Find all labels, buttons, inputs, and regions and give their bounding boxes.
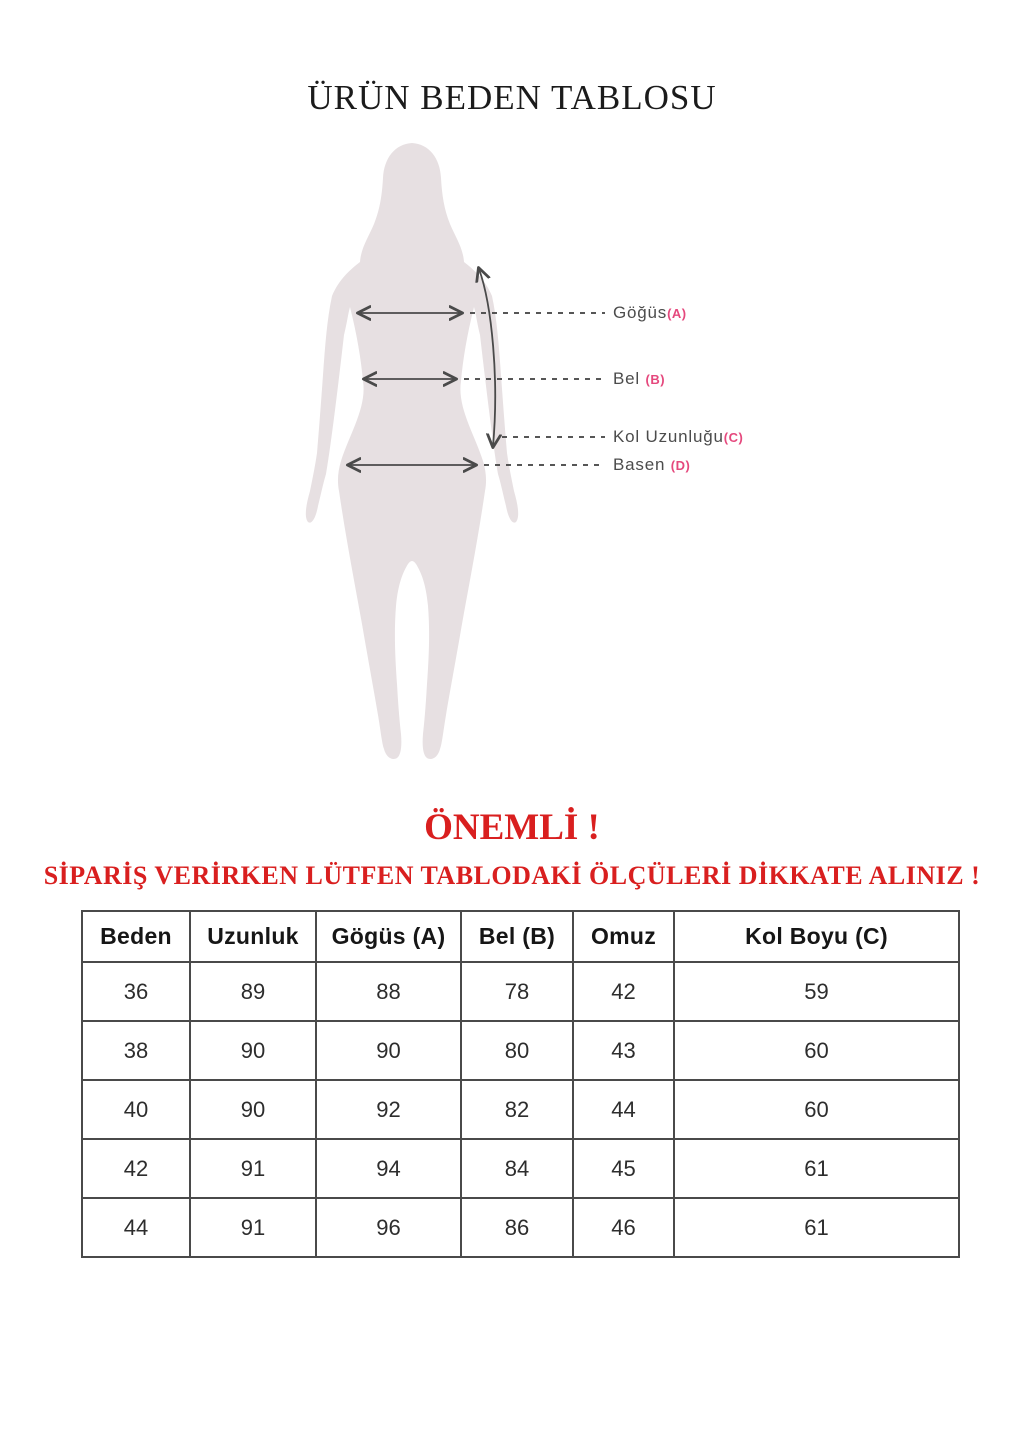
header-uzunluk: Uzunluk: [190, 911, 316, 962]
measure-label-chest-text: Göğüs: [613, 303, 668, 322]
cell: 42: [573, 962, 674, 1021]
table-row-size-44: [82, 1198, 959, 1257]
cell: 80: [461, 1021, 573, 1080]
cell: 46: [573, 1198, 674, 1257]
header-gogus: Gögüs (A): [316, 911, 461, 962]
measure-label-hips-marker: (D): [670, 458, 691, 473]
measure-label-chest: [613, 302, 687, 325]
cell: 96: [316, 1198, 461, 1257]
cell: 84: [461, 1139, 573, 1198]
measure-label-waist-marker: (B): [645, 372, 666, 387]
cell: 82: [461, 1080, 573, 1139]
cell: 94: [316, 1139, 461, 1198]
header-omuz: Omuz: [573, 911, 674, 962]
measure-label-chest-marker: (A): [667, 306, 687, 321]
header-beden: Beden: [82, 911, 190, 962]
cell: 43: [573, 1021, 674, 1080]
cell: 44: [82, 1198, 190, 1257]
cell: 91: [190, 1198, 316, 1257]
cell: 38: [82, 1021, 190, 1080]
measure-label-waist-text: Bel: [613, 369, 646, 388]
cell: 86: [461, 1198, 573, 1257]
cell: 78: [461, 962, 573, 1021]
cell: 61: [674, 1139, 959, 1198]
header-bel: Bel (B): [461, 911, 573, 962]
header-kol-boyu: Kol Boyu (C): [674, 911, 959, 962]
cell: 40: [82, 1080, 190, 1139]
important-heading: ÖNEMLİ !: [424, 807, 600, 848]
measure-label-hips-text: Basen: [613, 455, 671, 474]
body-silhouette-figure: [280, 135, 610, 775]
measure-label-waist: [613, 368, 665, 391]
cell: 44: [573, 1080, 674, 1139]
table-row-size-42: [82, 1139, 959, 1198]
measure-label-arm-length-marker: (C): [723, 430, 744, 445]
measure-label-hips: [613, 454, 690, 477]
cell: 61: [674, 1198, 959, 1257]
cell: 90: [316, 1021, 461, 1080]
cell: 59: [674, 962, 959, 1021]
cell: 42: [82, 1139, 190, 1198]
table-row-size-36: [82, 962, 959, 1021]
female-body-silhouette: [306, 143, 518, 759]
measure-label-arm-length-text: Kol Uzunluğu: [613, 427, 724, 446]
cell: 45: [573, 1139, 674, 1198]
page-title: ÜRÜN BEDEN TABLOSU: [307, 78, 717, 117]
cell: 91: [190, 1139, 316, 1198]
cell: 89: [190, 962, 316, 1021]
size-table: [81, 910, 960, 1258]
cell: 36: [82, 962, 190, 1021]
cell: 60: [674, 1080, 959, 1139]
warning-text: SİPARİŞ VERİRKEN LÜTFEN TABLODAKİ ÖLÇÜLERİ DİKKATE ALINIZ !: [43, 861, 981, 890]
cell: 92: [316, 1080, 461, 1139]
measure-label-arm-length: [613, 426, 743, 449]
table-row-size-40: [82, 1080, 959, 1139]
cell: 90: [190, 1080, 316, 1139]
table-row-size-38: [82, 1021, 959, 1080]
cell: 60: [674, 1021, 959, 1080]
cell: 88: [316, 962, 461, 1021]
size-table-header-row: [82, 911, 959, 962]
cell: 90: [190, 1021, 316, 1080]
